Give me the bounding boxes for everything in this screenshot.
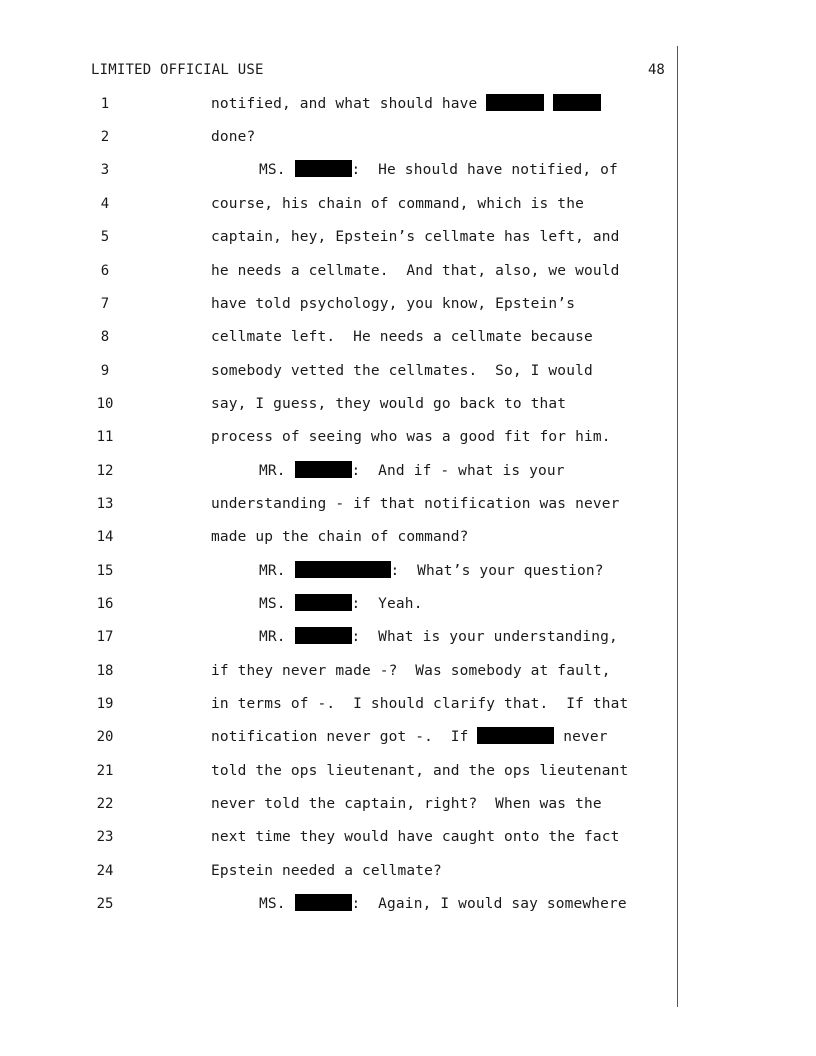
transcript-line — [0, 127, 680, 151]
line-text-segment: notification never got -. If — [211, 729, 478, 745]
redaction-box — [295, 160, 352, 177]
line-number: 14 — [96, 529, 114, 545]
redaction-box — [486, 94, 544, 111]
line-text: captain, hey, Epstein’s cellmate has left, and — [211, 229, 620, 245]
line-number: 7 — [100, 296, 110, 312]
line-text-segment: : What’s your question? — [390, 563, 604, 579]
line-number: 12 — [96, 463, 114, 479]
line-text-segment: : And if - what is your — [351, 463, 565, 479]
line-number: 16 — [96, 596, 114, 612]
line-number: 8 — [100, 329, 110, 345]
line-text: if they never made -? Was somebody at fault, — [211, 663, 611, 679]
line-text: in terms of -. I should clarify that. If that — [211, 696, 629, 712]
line-text: say, I guess, they would go back to that — [211, 396, 567, 412]
transcript-line — [0, 761, 680, 785]
line-text: he needs a cellmate. And that, also, we would — [211, 263, 620, 279]
line-text: told the ops lieutenant, and the ops lieutenant — [211, 763, 629, 779]
transcript-line — [0, 794, 680, 818]
transcript-line — [0, 861, 680, 885]
redaction-box — [295, 627, 352, 644]
transcript-line — [0, 160, 680, 184]
transcript-line — [0, 694, 680, 718]
redaction-box — [295, 894, 352, 911]
transcript-line — [0, 727, 680, 751]
line-number: 1 — [100, 96, 110, 112]
line-number: 4 — [100, 196, 110, 212]
line-number: 2 — [100, 129, 110, 145]
speaker-title: MS. — [259, 596, 295, 612]
transcript-line — [0, 527, 680, 551]
line-text: have told psychology, you know, Epstein’s — [211, 296, 576, 312]
line-number: 15 — [96, 563, 114, 579]
line-text — [211, 727, 608, 747]
line-number: 13 — [96, 496, 114, 512]
transcript-line — [0, 561, 680, 585]
line-number: 11 — [96, 429, 114, 445]
transcript-line — [0, 327, 680, 351]
redaction-box — [553, 94, 601, 111]
speaker-title: MS. — [259, 896, 295, 912]
transcript-line — [0, 661, 680, 685]
line-number: 23 — [96, 829, 114, 845]
transcript-line — [0, 827, 680, 851]
line-text-segment: : Again, I would say somewhere — [351, 896, 627, 912]
line-text-segment: : Yeah. — [351, 596, 423, 612]
line-text — [211, 94, 601, 114]
line-text-segment: : What is your understanding, — [351, 629, 618, 645]
line-text-segment: never — [554, 729, 608, 745]
line-text — [259, 160, 618, 180]
line-text-segment: notified, and what should have — [211, 96, 487, 112]
speaker-title: MS. — [259, 162, 295, 178]
line-text: course, his chain of command, which is the — [211, 196, 584, 212]
line-number: 5 — [100, 229, 110, 245]
line-text: Epstein needed a cellmate? — [211, 863, 442, 879]
line-text-segment: : He should have notified, of — [351, 162, 618, 178]
line-text: process of seeing who was a good fit for him. — [211, 429, 611, 445]
speaker-title: MR. — [259, 463, 295, 479]
line-text — [259, 894, 627, 914]
line-text — [259, 594, 423, 614]
line-number: 6 — [100, 263, 110, 279]
line-text: cellmate left. He needs a cellmate because — [211, 329, 593, 345]
redaction-box — [295, 461, 352, 478]
transcript-line — [0, 394, 680, 418]
transcript-line — [0, 94, 680, 118]
speaker-title: MR. — [259, 629, 295, 645]
line-number: 20 — [96, 729, 114, 745]
line-text: understanding - if that notification was never — [211, 496, 620, 512]
transcript-line — [0, 427, 680, 451]
classification-header: LIMITED OFFICIAL USE — [91, 62, 264, 78]
line-number: 19 — [96, 696, 114, 712]
transcript-line — [0, 594, 680, 618]
transcript-line — [0, 361, 680, 385]
transcript-line — [0, 261, 680, 285]
transcript-line — [0, 461, 680, 485]
transcript-line — [0, 894, 680, 918]
line-number: 10 — [96, 396, 114, 412]
line-number: 25 — [96, 896, 114, 912]
line-number: 3 — [100, 162, 110, 178]
line-number: 22 — [96, 796, 114, 812]
line-text: done? — [211, 129, 256, 145]
transcript-line — [0, 194, 680, 218]
page-number: 48 — [648, 62, 665, 78]
redaction-box — [295, 594, 352, 611]
line-text — [259, 461, 565, 481]
line-number: 18 — [96, 663, 114, 679]
transcript-line — [0, 227, 680, 251]
line-text: next time they would have caught onto the fact — [211, 829, 620, 845]
transcript-line — [0, 627, 680, 651]
line-text: made up the chain of command? — [211, 529, 469, 545]
speaker-title: MR. — [259, 563, 295, 579]
line-text — [259, 627, 618, 647]
transcript-line — [0, 294, 680, 318]
line-text — [259, 561, 604, 581]
line-text: never told the captain, right? When was the — [211, 796, 602, 812]
redaction-box — [295, 561, 391, 578]
line-number: 24 — [96, 863, 114, 879]
line-number: 17 — [96, 629, 114, 645]
transcript-line — [0, 494, 680, 518]
redaction-box — [477, 727, 554, 744]
line-text: somebody vetted the cellmates. So, I would — [211, 363, 593, 379]
line-number: 9 — [100, 363, 110, 379]
line-number: 21 — [96, 763, 114, 779]
